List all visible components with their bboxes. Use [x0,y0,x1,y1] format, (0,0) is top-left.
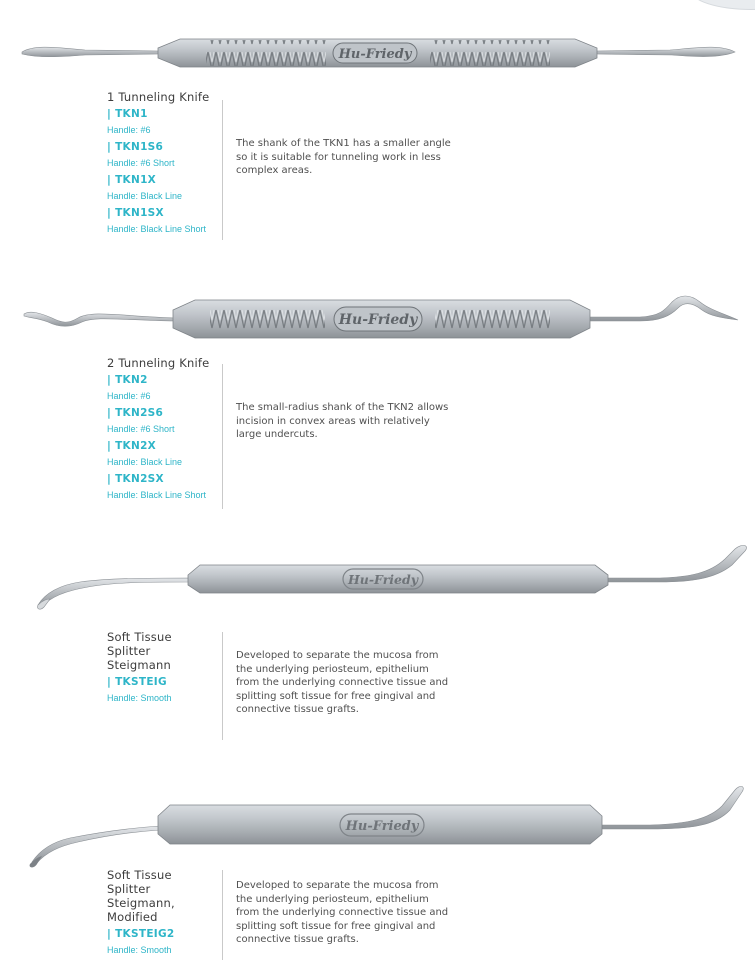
instrument-image-tkn1 [0,22,755,82]
instrument-image-tkn2 [0,280,755,350]
handle-label: Handle: #6 Short [107,424,175,434]
hu-friedy-logo: Hu-Friedy [338,47,412,62]
product-title: 2 Tunneling Knife [107,356,210,370]
product-title: Soft Tissue Splitter Steigmann, Modified [107,868,175,924]
product-section-tkn2 [0,356,755,516]
product-title: 1 Tunneling Knife [107,90,210,104]
handle-label: Handle: #6 Short [107,158,175,168]
sku-label: | TKSTEIG [107,676,167,688]
instrument-image-tksteig [0,535,755,620]
sku-label: | TKN1 [107,108,148,120]
sku-label: | TKN2SX [107,473,164,485]
handle-label: Handle: Black Line [107,457,183,467]
sku-label: | TKN2 [107,374,148,386]
handle-label: Handle: Black Line Short [107,490,207,500]
handle-label: Handle: Smooth [107,945,172,955]
product-section-tksteig2 [0,868,755,960]
handle-label: Handle: Smooth [107,693,172,703]
sku-label: | TKN2X [107,440,157,452]
column-divider [222,100,223,240]
column-divider [222,364,223,509]
handle-label: Handle: #6 [107,125,151,135]
product-description: Developed to separate the mucosa from the underlying periosteum, epithelium from the underlying connective tissue and splitting soft tissue for free gingival and connective tissue grafts. [236,650,449,716]
product-section-tkn1 [0,90,755,240]
hu-friedy-logo: Hu-Friedy [347,572,419,587]
product-description: Developed to separate the mucosa from the underlying periosteum, epithelium from the underlying connective tissue and splitting soft tissue for free gingival and connective tissue grafts. [236,880,449,946]
product-description: The small-radius shank of the TKN2 allows incision in convex areas with relatively large undercuts. [236,402,449,441]
product-section-tksteig [0,630,755,740]
hu-friedy-logo: Hu-Friedy [338,312,418,328]
instrument-image-tksteig2 [0,780,755,870]
product-title: Soft Tissue Splitter Steigmann [107,630,172,672]
column-divider [222,632,223,740]
sku-label: | TKSTEIG2 [107,928,175,940]
sku-label: | TKN1X [107,174,157,186]
column-divider [222,870,223,960]
sku-label: | TKN1S6 [107,141,164,153]
handle-label: Handle: #6 [107,391,151,401]
product-description: The shank of the TKN1 has a smaller angle so it is suitable for tunneling work in less complex areas. [236,138,451,177]
sku-label: | TKN1SX [107,207,164,219]
handle-label: Handle: Black Line [107,191,183,201]
hu-friedy-logo: Hu-Friedy [345,819,419,834]
handle-label: Handle: Black Line Short [107,224,207,234]
sku-label: | TKN2S6 [107,407,164,419]
page-corner-tab [690,0,755,10]
